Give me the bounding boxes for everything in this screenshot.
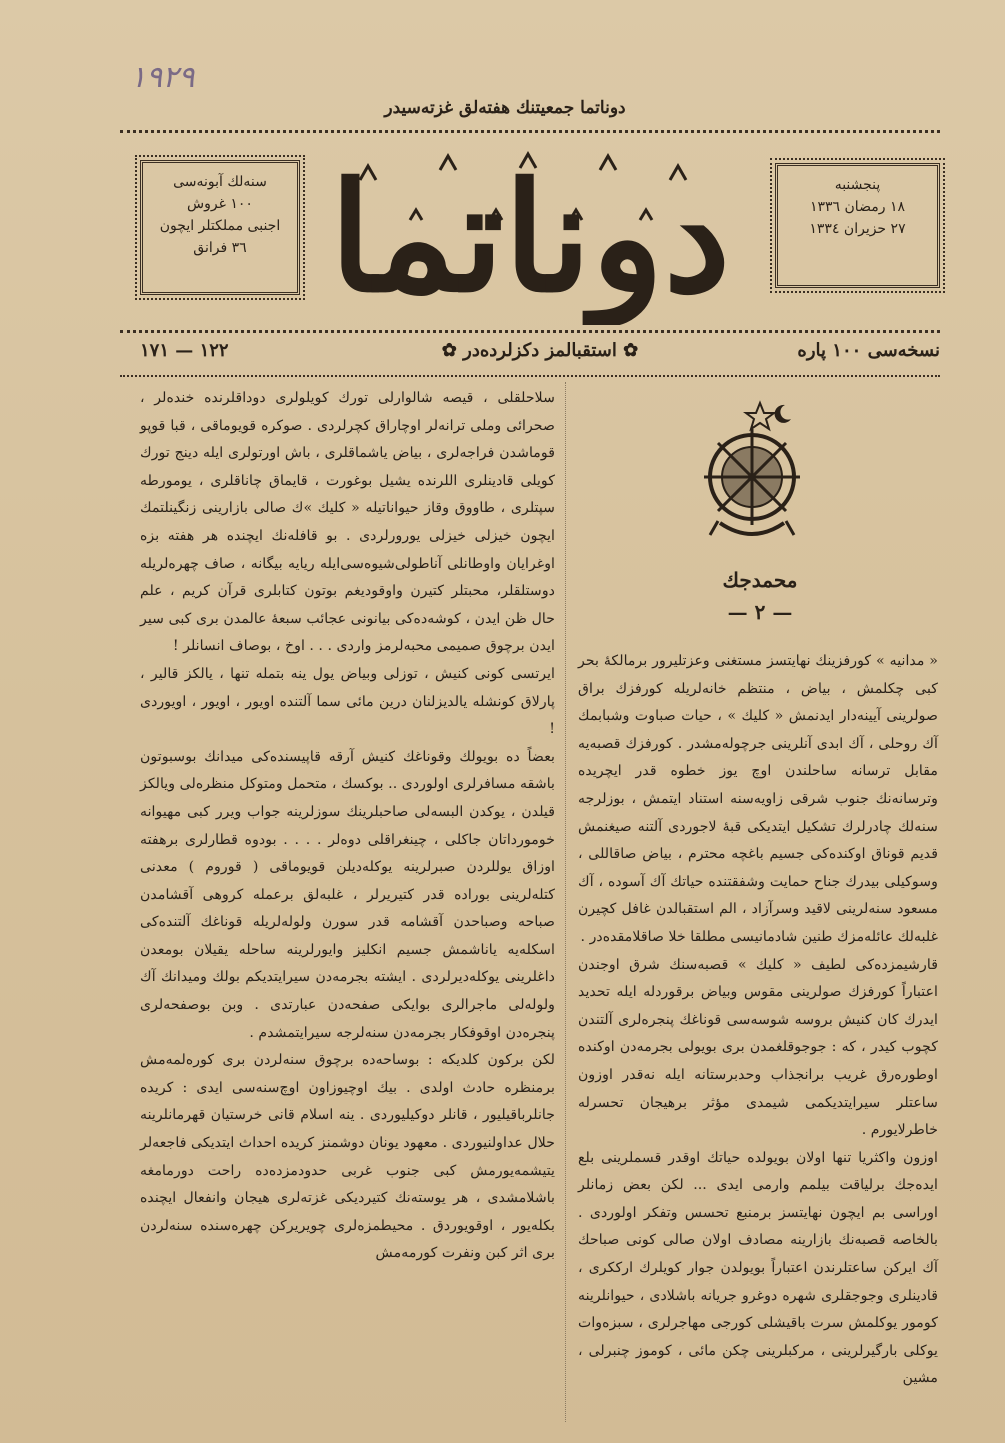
- paragraph: ایرتسی كونی كنیش ، توزلی وبیاض یول ینه بتمله تنها ، یالكز قالیر ، پارلاق كونشله یالدیزلنان درین مائی سما آلتنده اویور ، اویور ، اویوردی !: [140, 665, 555, 738]
- lower-dotted-rule: [120, 375, 940, 377]
- anchor-ship-wheel-emblem: [690, 395, 820, 555]
- motto: [420, 340, 660, 361]
- paragraph: سلاحلقلی ، قیصه شالوارلی تورك كویلولری دوداقلرنده خنده‌لر ، صحرائی وملی ترانه‌لر اوچاراق كچرلردی . صوكره قویوماقی ، قبا قوپو قوماشدن فراجه‌لری ، بیاض یاشماقلری ، باش اورتولری ایله دینج تورك كویلی قادینلری اللرنده یشیل بوغورت ، قایماق چاناقلری ، یومورطه سپتلری ، طاووق وقاز حیواناتیله « كلیك »ك صالی بازارینی زنگینلتمك ایچون خیزلی خیزلی یورورلردی . بو قافله‌نك ایچنده هر هفته بزه اوغرایان واوطانلی آناطولی‌شیوه‌سی‌ایله ریایه بیگانه ، صاف چهره‌لریله دوستلقلر، محبتلر كتیرن واوقودیغم بوتون كتابلری قرآن كریم ، علم حال ظن ایدن ، كوشه‌ده‌كی بیانونی عجائب سبعهٔ عالمدن بری كبی سیر ایدن برچوق صمیمی محبه‌لرمز واردی . . . اوخ ، بوصاف انسانلر !: [140, 390, 555, 655]
- masthead-text: دوناتما: [329, 150, 731, 325]
- hijri-date: ١٨ رمضان ١٣٣٦: [810, 199, 905, 215]
- subscription-line: اجنبی مملكتلر ایچون: [159, 218, 281, 234]
- column-divider: [565, 382, 566, 1422]
- left-column: [140, 385, 555, 1268]
- motto-text: استقبالمز دكزلرده‌در: [463, 340, 617, 361]
- subscription-line: ١٠٠ غروش: [187, 196, 253, 212]
- star-crescent-icon: [746, 403, 791, 429]
- paragraph: لكن بركون كلدیكه : بوساحه‌ده برچوق سنه‌لردن بری كوره‌لمه‌مش برمنظره حادث اولدی . بیك اوچیوزاون اوچ‌سنه‌سی ایدی : كریده جانلرباقیلیور ، قانلر دوكیلیوردی . ینه اسلام قانی خرستیان قهرمانلرینه حلال عداولنیوردی . معهود یونان دوشمنز كریده احداث ایتدیكی فاجعه‌لر یتیشمه‌یورمش كبی جنوب غربی حدودمزده‌ده راحت دورمامغه باشلامشدی ، هر یوسته‌نك كتیردیكی غزته‌لری هیجان وانفعال ایچنده بكله‌یور ، اوقویوردق . محیطمزه‌لری چویریركن چهره‌سنده سنه‌لردن بری اثر كبن ونفرت كورمه‌مش: [140, 1052, 555, 1262]
- masthead-title: [320, 140, 740, 325]
- issue-number: ١٢٢ — ١٧١: [140, 340, 229, 361]
- supertitle: دوناتما جمعیتنك هفته‌لق غزته‌سیدر: [384, 98, 626, 118]
- weekday: پنجشنبه: [834, 177, 881, 193]
- rumi-date: ٢٧ حزیران ١٣٣٤: [809, 221, 906, 237]
- paragraph: اوزون واكثریا تنها اولان بویولده حیاتك اوقدر قسملرینی بلع ایده‌جك برلیاقت بیلمم وارمی ایدی ... لكن بعض زمانلر اوراسی بم ایچون نهایتسز برمنبع تحسس وتفكر اولوردی . بالخاصه قصبه‌نك بازارینه مصادف اولان صالی كونی صباحك آك ایركن ساعتلرندن اعتباراً بویولدن جوار كویلرك ارككری ، قادینلری وجوجقلری شهره دوغرو جریانه باشلادی ، حیوانلرینه كومور یوكلمش سرت باقیشلی كورجی مهاجرلری ، سبزه‌وات یوكلی بارگیرلرینی ، مركبلرینی چكن مائی ، كوموز چنبرلی ، مشین: [578, 1149, 938, 1387]
- flower-ornament-icon: ✿: [623, 340, 639, 361]
- right-column: [578, 648, 938, 1393]
- handwritten-note: ١٩٢٩: [130, 60, 195, 95]
- subscription-line: سنه‌لك آبونه‌سی: [173, 174, 267, 190]
- mid-dotted-rule: [120, 330, 940, 333]
- flower-ornament-icon: ✿: [441, 340, 457, 361]
- article-part-number: — ٢ —: [727, 600, 793, 624]
- subscription-line: ٣٦ فرانق: [193, 240, 247, 256]
- subscription-box: [140, 160, 300, 295]
- article-heading: محمدجك: [722, 568, 798, 592]
- paragraph: « مدانیه » كورفزینك نهایتسز مستغنی وعزتلیرور برمالكهٔ بحر كبی چكلمش ، بیاض ، منتظم خانه‌لریله كورفزك براق صولرینی آیینه‌دار ایدنمش « كلیك » ، حیات صباوت وشبابمك آك روحلی ، آك ابدی آنلرینی جرچوله‌مشدر . كورفزك قصبه‌یه مقابل ترسانه ساحلندن اوچ یوز خطوه قدر ایچریده وترسانه‌نك جنوب شرقی زاویه‌سنه استناد ایتمش ، بوزلرجه سنه‌لك چادرلرك تشكیل ایتدیكی قبهٔ لاجوردی آلتنه صیغنمش قدیم قوناق اوكنده‌كی جسیم باغچه محترم ، بیاض صاقاللی ، وسوكیلی بیدرك جناح حمایت وشفقتنده حیاتك آك آسوده ، آك مسعود سنه‌لرینی لاقید وسرآزاد ، الم استقبالدن غافل كچیرن غلبه‌لك عائله‌مزك طنین شادمانیسی مطلقا خلا صاقلامقده‌در .: [578, 653, 938, 945]
- top-dotted-rule: [120, 130, 940, 133]
- paragraph: بعضاً ده بویولك وقوناغك كنیش آرقه قاپیسنده‌كی میدانك بوسبوتون باشقه مسافرلری اولوردی .. بوكسك ، متحمل ومتوكل منظره‌لی ویالكز قیلدن ، یوكدن البسه‌لی صاحبلرینك سوزلرینه جواب ویرر كبی مهیوانه خومورداتان جاكلی ، چینغراقلی دوه‌لر . . . . بودوه قطارلری برهفته اوزاق یوللردن صبرلرینه یوكله‌دیلن قویوماقی ( قوروم ) معدنی كتله‌لرینی بوراده قدر كتیریرلر ، غلبه‌لق برعمله كروهی آقشامدن صباحه وصباحدن آقشامه قدر سورن ولوله‌لریله قوناغك آلتنده‌كی اسكله‌یه یاناشمش جسیم انكلیز وایورلرینه ساحله یقیلان بومعدن داغلرینی یوكله‌دیرلردی . ایشته بجرمه‌دن سیرایتدیكم بولك ومیدانك آك ولوله‌لی ماجرالری بوایكی صفحه‌دن عبارتدی . وبن بوصفحه‌لری پنجره‌دن اوقوفكار بجرمه‌دن سنه‌لرجه سیرایتمشدم .: [140, 748, 555, 1041]
- paragraph: قارشیمزده‌كی لطیف « كلیك » قصبه‌سنك شرق اوجندن اعتباراً كورفزك صولرینی مقوس وبیاض برقوردله ایله تحدید ایدرك كان كنیش بروسه شوسه‌سی قوناغك پنجره‌لری آلتندن كچوب كیدر ، كه : جوجوقلغمدن بری بویولی بجرمه‌دن اوكنده اوطوره‌رق غریب برانجذاب وحدبرستانه ایله نه‌قدر اوزون ساعتلر سیرایتدیكمی شیمدی مؤثر برهیجان تحسرله خاطرلایورم .: [578, 956, 938, 1139]
- subheader-line: [140, 340, 940, 370]
- date-box: [775, 163, 940, 288]
- price: نسخه‌سی ١٠٠ پاره: [797, 340, 940, 361]
